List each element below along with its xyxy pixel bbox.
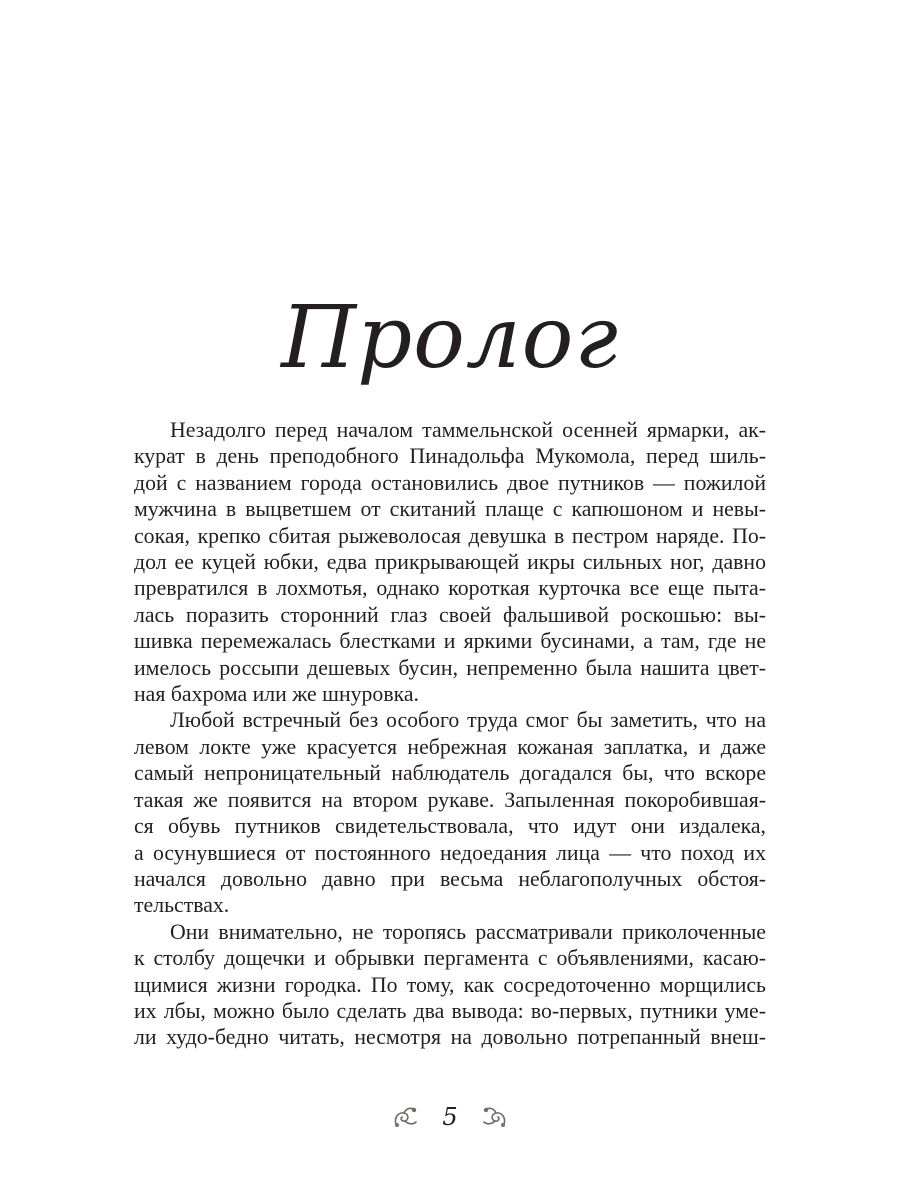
fleuron-left-icon [390,1102,420,1132]
text-line: дой с названием города остановились двое путников — пожилой [134,470,766,495]
text-line: тельствах. [134,893,230,918]
text-line: ся обувь путников свидетельствовала, что идут они издалека, [134,814,766,839]
text-line: щимися жизни городка. По тому, как сосредоточенно морщились [134,972,766,997]
page-number: 5 [442,1103,458,1131]
text-line: Они внимательно, не торопясь рассматривали приколоченные [170,919,766,944]
body-text [134,417,766,1051]
text-line: дол ее куцей юбки, едва прикрывающей икры сильных ног, давно [134,550,766,575]
text-line: имелось россыпи дешевых бусин, непременно была нашита цвет- [134,655,766,680]
text-line: Любой встречный без особого труда смог бы заметить, что на [170,708,766,733]
text-line: превратился в лохмотья, однако короткая курточка все еще пыта- [134,576,766,601]
text-line: лась поразить сторонний глаз своей фальшивой роскошью: вы- [134,602,766,627]
text-line: шивка перемежалась блестками и яркими бусинами, а там, где не [134,629,766,654]
fleuron-right-icon [480,1102,510,1132]
text-line: сокая, крепко сбитая рыжеволосая девушка в пестром наряде. По- [134,523,766,548]
text-line: их лбы, можно было сделать два вывода: во-первых, путники уме- [134,998,766,1023]
text-line: ная бахрома или же шнуровка. [134,682,419,707]
text-line: такая же появится на втором рукаве. Запыленная покоробившая- [134,787,766,812]
paragraph [134,707,766,918]
text-line: самый непроницательный наблюдатель догадался бы, что вскоре [134,761,766,786]
text-line: а осунувшиеся от постоянного недоедания лица — что поход их [134,840,766,865]
text-line: мужчина в выцветшем от скитаний плаще с капюшоном и невы- [134,497,766,522]
page-footer [0,1097,900,1137]
text-line: ли худо-бедно читать, несмотря на довольно потрепанный внеш- [134,1025,766,1050]
chapter-title: Пролог [281,287,619,388]
text-line: курат в день преподобного Пинадольфа Мукомола, перед шиль- [134,444,766,469]
paragraph [134,919,766,1051]
text-line: начался довольно давно при весьма неблагополучных обстоя- [134,866,766,891]
text-line: Незадолго перед началом таммельнской осенней ярмарки, ак- [170,418,766,442]
text-line: левом локте уже красуется небрежная кожаная заплатка, и даже [134,734,766,759]
text-line: к столбу дощечки и обрывки пергамента с объявлениями, касаю- [134,946,766,971]
paragraph [134,417,766,707]
